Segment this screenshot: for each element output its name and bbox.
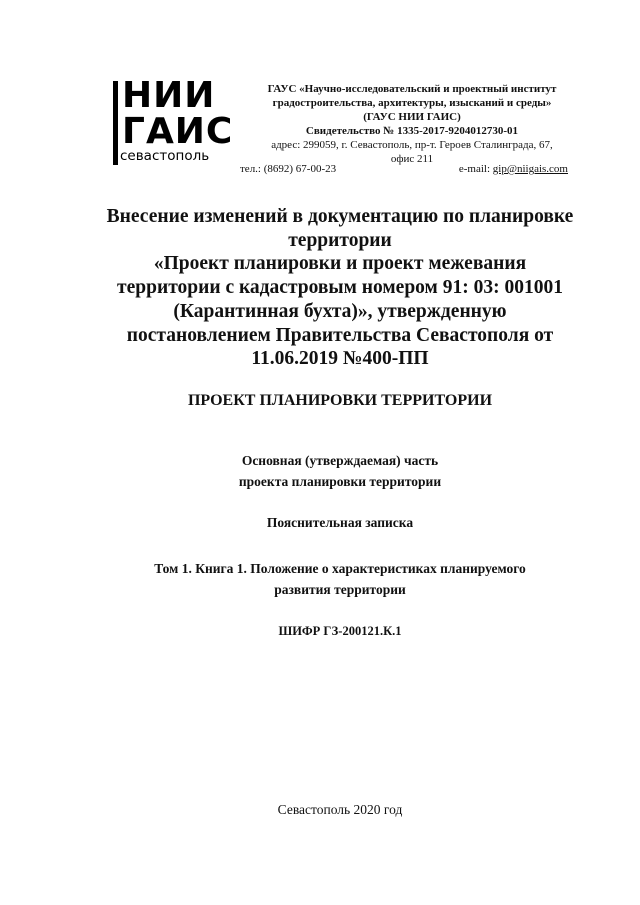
section-title: ПРОЕКТ ПЛАНИРОВКИ ТЕРРИТОРИИ: [187, 392, 493, 409]
org-email: [459, 162, 568, 176]
org-address-line1: адрес: 299059, г. Севастополь, пр-т. Героев Сталинграда, 67,: [271, 139, 553, 151]
title-line: территории с кадастровым номером 91: 03: 001001: [117, 277, 563, 299]
org-abbreviation: (ГАУС НИИ ГАИС): [363, 111, 461, 123]
logo-text-nii: НИИ: [122, 75, 216, 116]
part-line2: проекта планировки территории: [238, 474, 442, 489]
org-certificate: Свидетельство № 1335-2017-9204012730-01: [305, 125, 519, 137]
place-and-year: Севастополь 2020 год: [277, 802, 403, 817]
title-line: постановлением Правительства Севастополя от: [126, 324, 554, 346]
institute-logo: [113, 75, 234, 168]
email-link[interactable]: gip@niigais.com: [492, 163, 568, 175]
document-title: [80, 205, 600, 371]
note-title: Пояснительная записка: [266, 515, 414, 530]
org-name-line2: градостроительства, архитектуры, изысканий и среды»: [272, 97, 552, 109]
volume-line2: развития территории: [274, 582, 406, 597]
title-line: территории: [288, 229, 392, 251]
document-cipher: ШИФР ГЗ-200121.К.1: [278, 624, 402, 638]
title-line: Внесение изменений в документацию по планировке: [106, 206, 574, 227]
part-line1: Основная (утверждаемая) часть: [241, 453, 439, 468]
organization-header: [232, 82, 592, 166]
part-title: [80, 450, 600, 492]
volume-title: [70, 558, 610, 600]
title-line: «Проект планировки и проект межевания: [153, 253, 527, 275]
logo-bar: [113, 81, 118, 165]
logo-city: севастополь: [120, 148, 210, 164]
org-address-line2: офис 211: [390, 153, 434, 165]
title-line: 11.06.2019 №400-ПП: [251, 348, 429, 370]
email-label: e-mail:: [458, 163, 491, 175]
title-line: (Карантинная бухта)», утвержденную: [173, 300, 507, 322]
org-name-line1: ГАУС «Научно-исследовательский и проектный институт: [267, 83, 557, 95]
logo-text-gais: ГАИС: [122, 111, 234, 152]
volume-line1: Том 1. Книга 1. Положение о характеристиках планируемого: [154, 561, 526, 576]
org-phone: тел.: (8692) 67-00-23: [240, 163, 337, 175]
